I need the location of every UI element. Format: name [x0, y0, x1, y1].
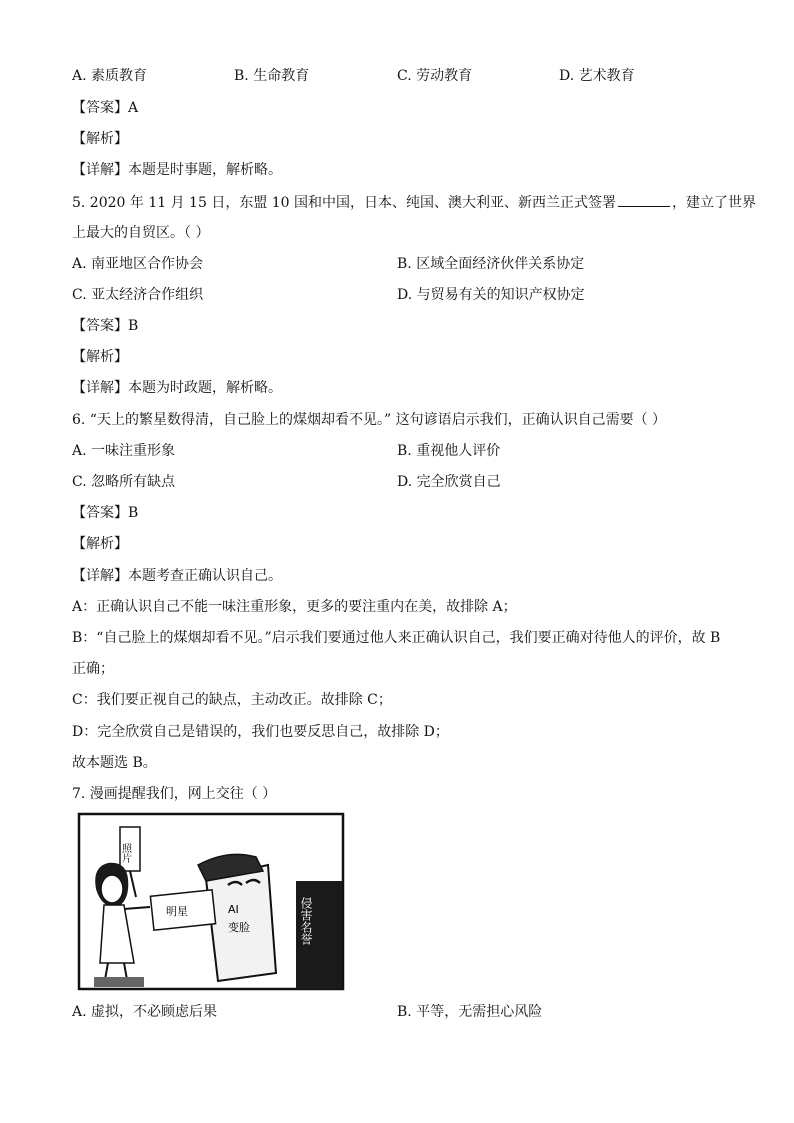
- q6-explain-a: A：正确认识自己不能一味注重形象，更多的要注重内在美，故排除 A；: [72, 599, 517, 615]
- ai-label: AI: [228, 903, 239, 916]
- q7-option-b: B. 平等，无需担心风险: [397, 1004, 543, 1020]
- q6-explain-d: D：完全欣赏自己是错误的，我们也要反思自己，故排除 D；: [72, 724, 449, 740]
- q5-stem-part2: ，建立了世界: [672, 195, 757, 211]
- q5-option-a: A. 南亚地区合作协会: [72, 256, 204, 272]
- star-label: 明星: [166, 905, 188, 918]
- q5-answer: 【答案】B: [72, 318, 139, 334]
- q4-detail: 【详解】本题是时事题，解析略。: [72, 162, 282, 178]
- q6-explain-b-cont: 正确；: [72, 661, 114, 677]
- q6-detail: 【详解】本题考查正确认识自己。: [72, 568, 282, 584]
- photo-label: 照片: [119, 843, 131, 863]
- q6-option-d: D. 完全欣赏自己: [397, 474, 501, 490]
- q6-explain-b: B：“自己脸上的煤烟却看不见。”启示我们要通过他人来正确认识自己，我们要正确对待他人的评价，故 B: [72, 630, 721, 646]
- q7-cartoon: [78, 813, 366, 990]
- q5-option-b: B. 区域全面经济伙伴关系协定: [397, 256, 585, 272]
- q4-answer: 【答案】A: [72, 100, 139, 116]
- q4-option-a: A. 素质教育: [72, 68, 148, 84]
- wall-text-2: 侵害名誉: [299, 897, 313, 945]
- q5-analysis: 【解析】: [72, 349, 128, 365]
- q4-option-c: C. 劳动教育: [397, 68, 473, 84]
- q5-option-d: D. 与贸易有关的知识产权协定: [397, 287, 585, 303]
- q4-option-d: D. 艺术教育: [559, 68, 635, 84]
- q5-stem: [72, 192, 756, 213]
- woman-face: [101, 875, 123, 903]
- q7-option-a: A. 虚拟，不必顾虑后果: [72, 1004, 218, 1020]
- answer-blank: [618, 192, 670, 207]
- q6-option-c: C. 忽略所有缺点: [72, 474, 176, 490]
- q6-answer: 【答案】B: [72, 505, 139, 521]
- q5-stem-part1: 5. 2020 年 11 月 15 日，东盟 10 国和中国，日本、纯国、澳大利亚、新西兰正式签署: [72, 195, 617, 211]
- q4-option-b: B. 生命教育: [234, 68, 310, 84]
- face-label: 变脸: [228, 921, 250, 934]
- q4-analysis: 【解析】: [72, 131, 128, 147]
- q6-option-b: B. 重视他人评价: [397, 443, 501, 459]
- q5-stem-line2: 上最大的自贸区。（ ）: [72, 225, 210, 241]
- q5-option-c: C. 亚太经济合作组织: [72, 287, 204, 303]
- q6-option-a: A. 一味注重形象: [72, 443, 176, 459]
- q5-detail: 【详解】本题为时政题，解析略。: [72, 380, 282, 396]
- q6-explain-c: C：我们要正视自己的缺点，主动改正。故排除 C；: [72, 692, 392, 708]
- q6-analysis: 【解析】: [72, 536, 128, 552]
- wall-text-1: 盗窃账户: [318, 886, 366, 900]
- q6-stem: 6. “天上的繁星数得清，自己脸上的煤烟却看不见。” 这句谚语启示我们，正确认识自己需要（ ）: [72, 412, 667, 428]
- q6-conclusion: 故本题选 B。: [72, 755, 157, 771]
- q7-stem: 7. 漫画提醒我们，网上交往（ ）: [72, 786, 277, 802]
- ground-shadow: [94, 977, 144, 987]
